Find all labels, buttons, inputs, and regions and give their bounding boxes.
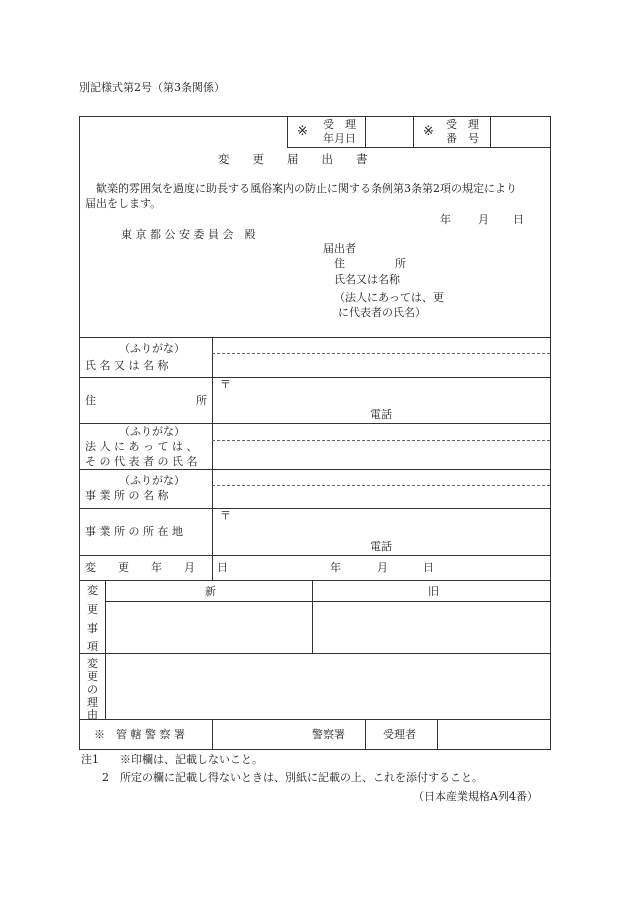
- change-items-char-1: 変: [87, 584, 98, 597]
- note2-text: 所定の欄に記載し得ないときは、別紙に記載の上、これを添付すること。: [120, 771, 483, 784]
- rep-label-1: 法 人 に あ っ て は 、: [85, 440, 198, 453]
- address-label-a: 住: [85, 394, 96, 407]
- office-phone-label: 電話: [370, 540, 392, 553]
- old-label: 旧: [428, 585, 439, 598]
- name-furigana-label: （ふりがな）: [119, 342, 185, 355]
- date-day-label: 日: [513, 213, 524, 226]
- paper-size-note: （日本産業規格A列4番）: [413, 790, 538, 803]
- rep-label-2: そ の 代 表 者 の 氏 名: [85, 455, 198, 468]
- note1-text: ※印欄は、記載しないこと。: [120, 753, 263, 766]
- official-mark-2: ※: [423, 124, 434, 139]
- change-date-year: 年: [330, 561, 341, 574]
- reason-char-5: 由: [87, 708, 98, 721]
- received-number-label: 受 理: [446, 118, 479, 131]
- rep-furigana-label: （ふりがな）: [119, 425, 185, 438]
- official-mark-1: ※: [297, 124, 308, 139]
- change-date-day: 日: [423, 561, 434, 574]
- applicant-address-label-a: 住: [334, 257, 345, 270]
- office-furigana-label: （ふりがな）: [119, 474, 185, 487]
- note1-prefix: 注1: [81, 753, 99, 766]
- date-month-label: 月: [478, 213, 489, 226]
- new-label: 新: [205, 585, 216, 598]
- form-title: 変 更 届 出 書: [218, 152, 368, 166]
- addressee: 東 京 都 公 安 委 員 会 殿: [121, 228, 256, 241]
- police-label: ※ 管 轄 警 察 署: [94, 728, 185, 741]
- received-date-label: 受 理: [323, 118, 356, 131]
- table-border-top: [79, 116, 551, 117]
- office-postal-mark: 〒: [220, 509, 231, 522]
- address-postal-mark: 〒: [220, 378, 231, 391]
- reason-char-4: 理: [87, 696, 98, 709]
- office-location-label: 事 業 所 の 所 在 地: [85, 525, 183, 538]
- receiver-label: 受理者: [383, 728, 416, 741]
- table-border-right: [550, 116, 551, 750]
- applicant-corp-note-2: に代表者の氏名）: [338, 306, 426, 319]
- reason-char-1: 変: [87, 657, 98, 670]
- change-date-label: 変 更 年 月 日: [85, 561, 228, 574]
- applicant-label: 届出者: [323, 242, 356, 255]
- table-border-left: [79, 116, 80, 750]
- statement-line2: 届出をします。: [85, 197, 162, 210]
- address-label-b: 所: [196, 394, 207, 407]
- name-label: 氏 名 又 は 名 称: [85, 359, 169, 372]
- applicant-address-label-b: 所: [395, 257, 406, 270]
- address-phone-label: 電話: [370, 408, 392, 421]
- change-items-char-3: 事: [87, 622, 98, 635]
- reason-char-3: の: [87, 683, 98, 696]
- office-name-label: 事 業 所 の 名 称: [85, 489, 169, 502]
- form-caption: 別記様式第2号（第3条関係）: [79, 81, 225, 94]
- reason-char-2: 更: [87, 670, 98, 683]
- table-border-bottom: [79, 749, 551, 750]
- applicant-name-label: 氏名又は名称: [334, 273, 400, 286]
- applicant-corp-note-1: （法人にあっては、更: [334, 291, 444, 304]
- change-items-char-4: 項: [87, 640, 98, 653]
- statement-line1: 歓楽的雰囲気を過度に助長する風俗案内の防止に関する条例第3条第2項の規定により: [85, 182, 517, 195]
- date-year-label: 年: [440, 213, 451, 226]
- change-items-char-2: 更: [87, 603, 98, 616]
- police-station-suffix: 警察署: [312, 728, 345, 741]
- change-date-month: 月: [377, 561, 388, 574]
- note2-prefix: 2: [102, 771, 109, 784]
- official-box-bottom: [287, 147, 551, 148]
